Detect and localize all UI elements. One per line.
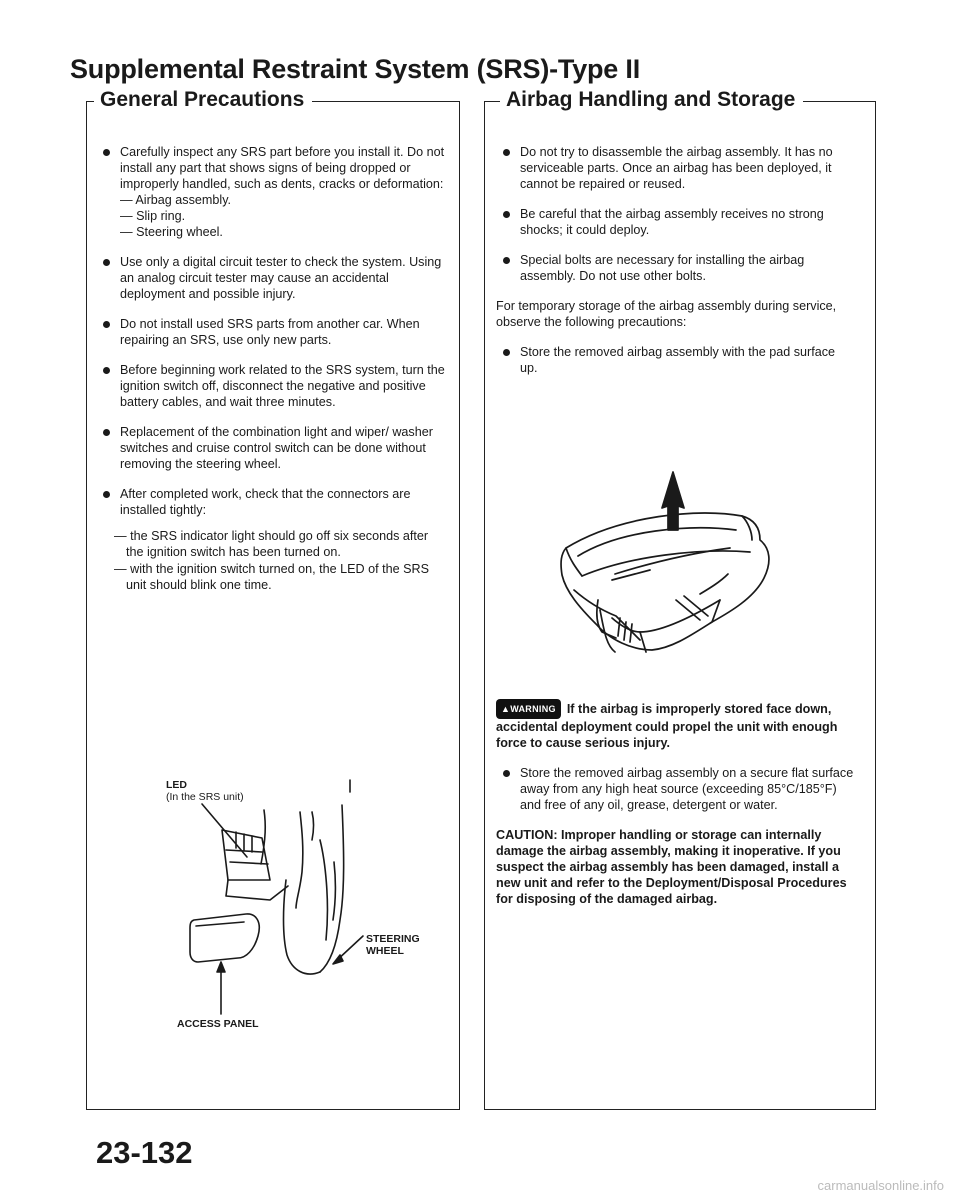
led-sublabel: (In the SRS unit) — [166, 791, 244, 803]
handling-text: Be careful that the airbag assembly receives no strong shocks; it could deploy. — [520, 207, 824, 237]
left-section-heading: General Precautions — [94, 88, 312, 112]
caution-block: CAUTION: Improper handling or storage can internally damage the airbag assembly, making it inoperative. If you suspect the airbag assembly has been damaged, install a new unit and refer to the Deployment/Disposal Procedures for disposing of the damaged airbag. — [496, 828, 847, 906]
right-section-heading: Airbag Handling and Storage — [500, 88, 803, 112]
warning-text: If the airbag is improperly stored face down, accidental deployment could propel the unit with enough force to cause serious injury. — [496, 702, 838, 750]
warning-block — [496, 699, 856, 751]
precaution-text: Use only a digital circuit tester to check the system. Using an analog circuit tester may cause an accidental deployment and possible injury. — [120, 255, 442, 301]
list-item: — Airbag assembly. — [120, 193, 232, 207]
precaution-text: Do not install used SRS parts from another car. When repairing an SRS, use only new parts. — [120, 317, 420, 347]
handling-text: Special bolts are necessary for installing the airbag assembly. Do not use other bolts. — [520, 253, 805, 283]
steering-label-1: STEERING — [366, 933, 420, 945]
precaution-text: Replacement of the combination light and wiper/ washer switches and cruise control switch can be done without removing the steering wheel. — [120, 425, 433, 471]
list-item: — Steering wheel. — [120, 225, 223, 239]
list-item: — Slip ring. — [120, 209, 186, 223]
list-item: — the SRS indicator light should go off six seconds after the ignition switch has been turned on. — [114, 529, 429, 559]
precaution-text: After completed work, check that the connectors are installed tightly: — [120, 487, 411, 517]
warning-badge: ▲WARNING — [496, 699, 561, 719]
storage-text: Store the removed airbag assembly on a secure flat surface away from any high heat source (exceeding 85°C/185°F) and free of any oil, grease, detergent or water. — [520, 766, 854, 812]
precaution-text: Carefully inspect any SRS part before you install it. Do not install any part that shows signs of being dropped or improperly handled, such as dents, cracks or deformation: — [120, 145, 445, 191]
storage-text: Store the removed airbag assembly with the pad surface up. — [520, 345, 836, 375]
watermark: carmanualsonline.info — [817, 1178, 944, 1193]
storage-item-flat-surface — [500, 765, 856, 813]
list-item: — with the ignition switch turned on, the LED of the SRS unit should blink one time. — [114, 562, 430, 592]
access-panel-label: ACCESS PANEL — [177, 1018, 259, 1030]
page-title: Supplemental Restraint System (SRS)-Type II — [70, 54, 641, 84]
page-number: 23-132 — [96, 1135, 193, 1170]
precaution-text: Before beginning work related to the SRS system, turn the ignition switch off, disconnect the negative and positive battery cables, and wait three minutes. — [120, 363, 445, 409]
storage-intro: For temporary storage of the airbag assembly during service, observe the following precautions: — [496, 299, 837, 329]
led-label: LED — [166, 779, 187, 791]
right-column-bottom — [496, 699, 856, 921]
handling-text: Do not try to disassemble the airbag assembly. It has no serviceable parts. Once an airbag has been deployed, it cannot be repaired or reused. — [520, 145, 833, 191]
steering-label-2: WHEEL — [366, 945, 404, 957]
